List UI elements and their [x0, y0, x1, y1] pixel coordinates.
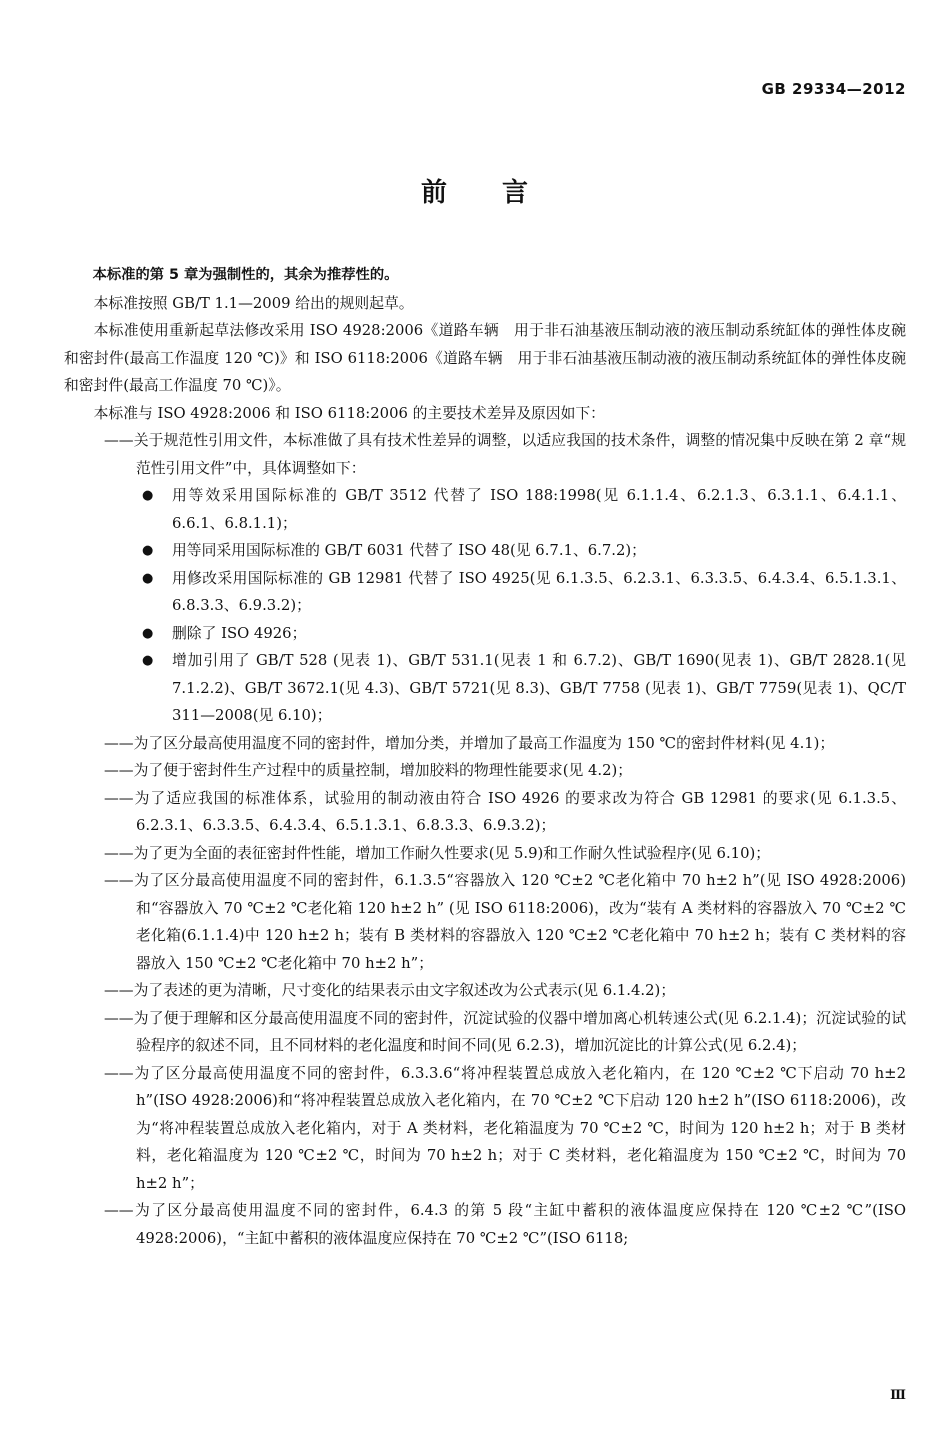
bullet-item — [64, 537, 906, 565]
standard-number: GB 29334—2012 — [761, 80, 906, 98]
dash-item: ——为了区分最高使用温度不同的密封件，增加分类，并增加了最高工作温度为 150 ℃的密封件材料(见 4.1)； — [104, 734, 835, 752]
page-number: Ⅲ — [890, 1388, 906, 1403]
paragraph-adoption: 本标准使用重新起草法修改采用 ISO 4928:2006《道路车辆 用于非石油基液压制动液的液压制动系统缸体的弹性体皮碗和密封件(最高工作温度 120 ℃)》和 ISO 6118:2006《道路车辆 用于非石油基液压制动液的液压制动系统缸体的弹性体皮碗和密封件(最高工作温度 70 ℃)》。 — [64, 322, 906, 394]
bullet-icon: ● — [142, 570, 154, 586]
dash-item: ——为了更为全面的表征密封件性能，增加工作耐久性要求(见 5.9)和工作耐久性试验程序(见 6.10)； — [104, 844, 771, 862]
bullet-item — [64, 482, 906, 537]
bullet-text: 用修改采用国际标准的 GB 12981 代替了 ISO 4925(见 6.1.3.5、6.2.3.1、6.3.3.5、6.4.3.4、6.5.1.3.1、6.8.3.3、6.9.3.2)； — [172, 569, 906, 614]
bullet-icon: ● — [142, 653, 154, 668]
dash-item-normative-references: ——关于规范性引用文件，本标准做了具有技术性差异的调整，以适应我国的技术条件，调整的情况集中反映在第 2 章“规范性引用文件”中，具体调整如下： — [104, 432, 906, 477]
dash-item: ——为了区分最高使用温度不同的密封件，6.1.3.5“容器放入 120 ℃±2 ℃老化箱中 70 h±2 h”(见 ISO 4928:2006)和“容器放入 70 ℃±2 ℃老化箱 120 h±2 h” (见 ISO 6118:2006)，改为“装有 A 类材料的容器放入 70 ℃±2 ℃老化箱(6.1.1.4)中 120 h±2 h；装有 B 类材料的容器放入 120 ℃±2 ℃老化箱中 70 h±2 h；装有 C 类材料的容器放入 150 ℃±2 ℃老化箱中 70 h±2 h”； — [104, 872, 906, 972]
bullet-text: 增加引用了 GB/T 528 (见表 1)、GB/T 531.1(见表 1 和 6.7.2)、GB/T 1690(见表 1)、GB/T 2828.1(见 7.1.2.2)、GB/T 3672.1(见 4.3)、GB/T 5721(见 8.3)、GB/T 7758 (见表 1)、GB/T 7759(见表 1)、QC/T 311—2008(见 6.10)； — [172, 652, 906, 724]
dash-item: ——为了适应我国的标准体系，试验用的制动液由符合 ISO 4926 的要求改为符合 GB 12981 的要求(见 6.1.3.5、6.2.3.1、6.3.3.5、6.4.3.4、6.5.1.3.1、6.8.3.3、6.9.3.2)； — [104, 789, 906, 834]
paragraph-mandatory: 本标准的第 5 章为强制性的，其余为推荐性的。 — [92, 267, 399, 283]
dash-item: ——为了便于理解和区分最高使用温度不同的密封件，沉淀试验的仪器中增加离心机转速公式(见 6.2.1.4)；沉淀试验的试验程序的叙述不同，且不同材料的老化温度和时间不同(见 6.2.3)，增加沉淀比的计算公式(见 6.2.4)； — [104, 1009, 906, 1054]
bullet-item — [64, 565, 906, 620]
bullet-text: 删除了 ISO 4926； — [172, 624, 307, 642]
bullet-icon: ● — [142, 625, 154, 641]
bullet-text: 用等效采用国际标准的 GB/T 3512 代替了 ISO 188:1998(见 6.1.1.4、6.2.1.3、6.3.1.1、6.4.1.1、6.6.1、6.8.1.1)； — [172, 487, 906, 532]
paragraph-differences-intro: 本标准与 ISO 4928:2006 和 ISO 6118:2006 的主要技术差异及原因如下： — [93, 404, 605, 422]
page-title: 前 言 — [420, 178, 529, 208]
dash-item: ——为了便于密封件生产过程中的质量控制，增加胶料的物理性能要求(见 4.2)； — [104, 762, 633, 779]
dash-item: ——为了区分最高使用温度不同的密封件，6.4.3 的第 5 段“主缸中蓄积的液体温度应保持在 120 ℃±2 ℃”(ISO 4928:2006)，“主缸中蓄积的液体温度应保持在 70 ℃±2 ℃”(ISO 6118; — [104, 1202, 906, 1247]
bullet-icon: ● — [142, 543, 154, 558]
document-body — [64, 262, 906, 1252]
bullet-text: 用等同采用国际标准的 GB/T 6031 代替了 ISO 48(见 6.7.1、6.7.2)； — [172, 542, 646, 559]
bullet-item — [64, 620, 906, 648]
dash-item: ——为了区分最高使用温度不同的密封件，6.3.3.6“将冲程装置总成放入老化箱内，在 120 ℃±2 ℃下启动 70 h±2 h”(ISO 4928:2006)和“将冲程装置总成放入老化箱内，在 70 ℃±2 ℃下启动 120 h±2 h”(ISO 6118:2006)，改为“将冲程装置总成放入老化箱内，对于 A 类材料，老化箱温度为 70 ℃±2 ℃，时间为 120 h±2 h；对于 B 类材料，老化箱温度为 120 ℃±2 ℃，时间为 70 h±2 h；对于 C 类材料，老化箱温度为 150 ℃±2 ℃，时间为 70 h±2 h”； — [104, 1064, 906, 1192]
bullet-icon: ● — [142, 488, 154, 503]
bullet-item — [64, 647, 906, 730]
paragraph-drafting-rules: 本标准按照 GB/T 1.1—2009 给出的规则起草。 — [93, 294, 414, 312]
dash-item: ——为了表述的更为清晰，尺寸变化的结果表示由文字叙述改为公式表示(见 6.1.4.2)； — [104, 982, 676, 999]
